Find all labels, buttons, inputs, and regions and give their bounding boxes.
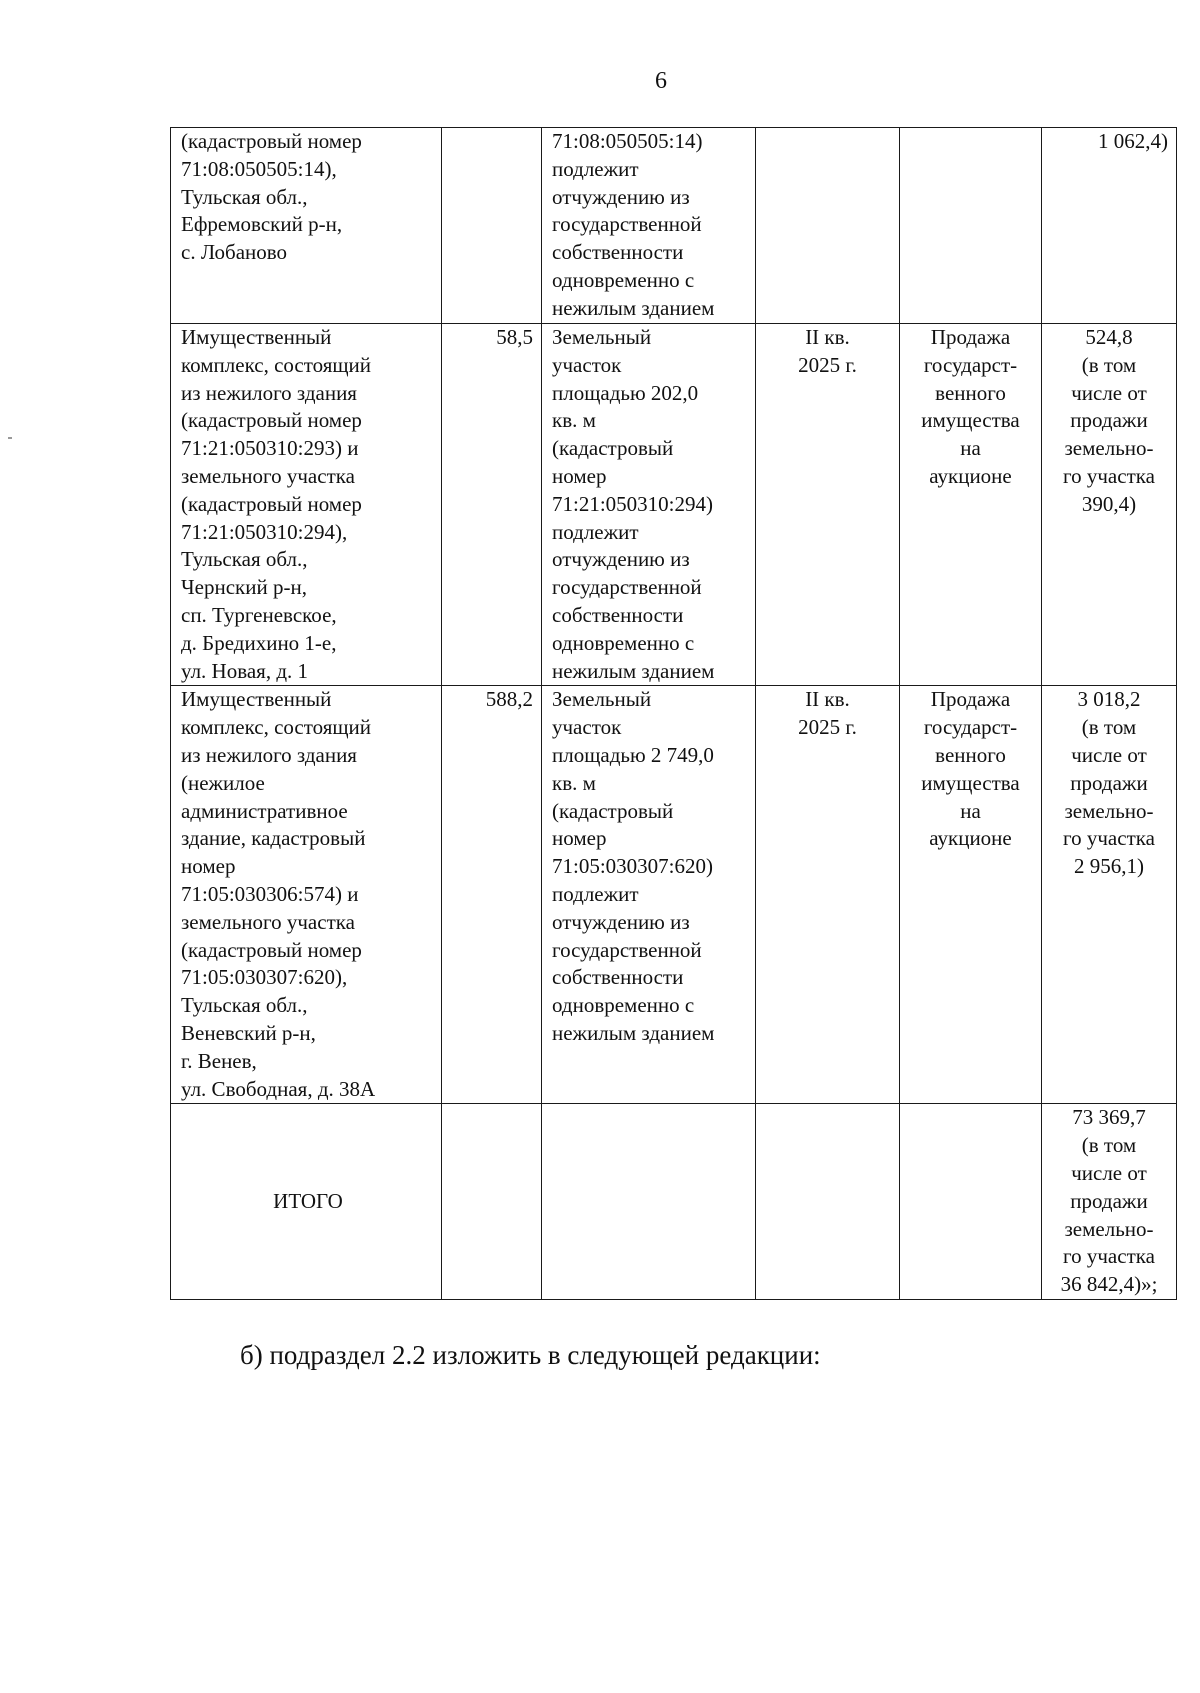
land-cell — [542, 686, 756, 1104]
cell-line: д. Бредихино 1-е, — [181, 630, 337, 655]
area-cell: 58,5 — [442, 324, 542, 686]
cell-line: одновременно с — [552, 630, 695, 655]
cell-line: земельного участка — [181, 909, 355, 934]
cell-line: государственной — [552, 575, 702, 600]
cell-line: собственности — [552, 602, 684, 627]
cell-line: (кадастровый номер — [181, 129, 362, 153]
cell-line: Ефремовский р-н, — [181, 212, 343, 237]
cell-line: участок — [552, 352, 622, 377]
cell-line: го участка — [1063, 463, 1155, 488]
cell-line: II кв. — [805, 325, 850, 349]
cell-line: 2 956,1) — [1074, 854, 1144, 879]
cell-line: подлежит — [552, 881, 639, 906]
cell-line: площадью 2 749,0 — [552, 742, 714, 767]
cell-line: Тульская обл., — [181, 184, 308, 209]
sum-cell — [1042, 128, 1177, 324]
cell-line: нежилым зданием — [552, 295, 715, 320]
cell-line: одновременно с — [552, 267, 695, 292]
cell-line: 71:21:050310:294) — [552, 491, 713, 516]
cell-line: из нежилого здания — [181, 380, 357, 405]
cell-line: государст- — [923, 715, 1018, 740]
cell-line: аукционе — [929, 826, 1012, 851]
cell-line: (кадастровый — [552, 436, 674, 461]
cell-line: государственной — [552, 937, 702, 962]
cell-line: Тульская обл., — [181, 993, 308, 1018]
cell-line: собственности — [552, 240, 684, 265]
land-cell — [542, 324, 756, 686]
cell-line: собственности — [552, 965, 684, 990]
term-cell — [756, 324, 900, 686]
cell-line: 71:05:030306:574) и — [181, 881, 359, 906]
cell-line: из нежилого здания — [181, 742, 357, 767]
sum-cell — [1042, 324, 1177, 686]
object-cell — [171, 324, 442, 686]
area-cell — [442, 1104, 542, 1300]
cell-line: 36 842,4)»; — [1060, 1272, 1158, 1297]
object-cell — [171, 686, 442, 1104]
cell-line: отчуждению из — [552, 909, 690, 934]
cell-line: комплекс, состоящий — [181, 352, 372, 377]
cell-line: (в том — [1081, 1133, 1137, 1158]
cell-line: на — [960, 798, 981, 823]
area-cell: 588,2 — [442, 686, 542, 1104]
cell-line: земельно- — [1064, 798, 1154, 823]
cell-line: (кадастровый номер — [181, 937, 362, 962]
cell-line: земельного участка — [181, 463, 355, 488]
table-row — [171, 324, 1177, 686]
term-cell — [756, 686, 900, 1104]
total-row — [171, 1104, 1177, 1300]
cell-line: Тульская обл., — [181, 547, 308, 572]
cell-line: 390,4) — [1081, 491, 1137, 516]
cell-line: 73 369,7 — [1072, 1105, 1146, 1130]
cell-line: номер — [552, 463, 607, 488]
cell-line: площадью 202,0 — [552, 380, 699, 405]
cell-line: земельно- — [1064, 1216, 1154, 1241]
cell-line: сп. Тургеневское, — [181, 602, 337, 627]
cell-line: нежилым зданием — [552, 1020, 715, 1045]
cell-line: (кадастровый номер — [181, 491, 362, 516]
cell-line: 3 018,2 — [1077, 687, 1141, 712]
cell-line: аукционе — [929, 463, 1012, 488]
cell-line: (кадастровый номер — [181, 408, 362, 433]
cell-line: 71:05:030307:620) — [552, 854, 713, 879]
cell-line: (в том — [1081, 352, 1137, 377]
cell-line: комплекс, состоящий — [181, 715, 372, 740]
cell-line: Продажа — [930, 687, 1011, 712]
cell-line: продажи — [1070, 408, 1148, 433]
cell-line: имущества — [921, 770, 1020, 795]
term-cell — [756, 128, 900, 324]
cell-line: 1 062,4) — [1098, 129, 1168, 153]
cell-line: ул. Свободная, д. 38А — [181, 1076, 376, 1101]
cell-line: с. Лобаново — [181, 240, 288, 265]
cell-line: имущества — [921, 408, 1020, 433]
cell-line: 524,8 — [1085, 325, 1133, 349]
cell-line: го участка — [1063, 826, 1155, 851]
cell-line: (кадастровый — [552, 798, 674, 823]
cell-line: Веневский р-н, — [181, 1020, 316, 1045]
cell-line: венного — [935, 742, 1006, 767]
cell-line: кв. м — [552, 770, 596, 795]
cell-line: (в том — [1081, 715, 1137, 740]
cell-line: на — [960, 436, 981, 461]
cell-line: государственной — [552, 212, 702, 237]
object-cell — [171, 128, 442, 324]
cell-line: Имущественный — [181, 687, 332, 712]
cell-line: Продажа — [930, 325, 1011, 349]
cell-line: числе от — [1071, 380, 1147, 405]
term-cell — [756, 1104, 900, 1300]
cell-line: участок — [552, 715, 622, 740]
cell-line: земельно- — [1064, 436, 1154, 461]
method-cell — [900, 1104, 1042, 1300]
cell-line: ул. Новая, д. 1 — [181, 658, 309, 683]
page-number: 6 — [655, 68, 667, 94]
cell-line: 71:21:050310:294), — [181, 519, 348, 544]
cell-line: Земельный — [552, 325, 652, 349]
sum-cell — [1042, 686, 1177, 1104]
cell-line: подлежит — [552, 156, 639, 181]
land-cell — [542, 128, 756, 324]
cell-line: продажи — [1070, 1188, 1148, 1213]
cell-line: Имущественный — [181, 325, 332, 349]
cell-line: г. Венев, — [181, 1048, 257, 1073]
method-cell — [900, 686, 1042, 1104]
cell-line: II кв. — [805, 687, 850, 712]
area-cell — [442, 128, 542, 324]
footer-text: б) подраздел 2.2 изложить в следующей редакции: — [240, 1340, 821, 1370]
cell-line: 71:05:030307:620), — [181, 965, 348, 990]
cell-line: отчуждению из — [552, 184, 690, 209]
cell-line: здание, кадастровый — [181, 826, 366, 851]
cell-line: Чернский р-н, — [181, 575, 307, 600]
cell-line: продажи — [1070, 770, 1148, 795]
cell-line: Земельный — [552, 687, 652, 712]
cell-line: отчуждению из — [552, 547, 690, 572]
cell-line: 71:08:050505:14) — [552, 129, 703, 153]
cell-line: нежилым зданием — [552, 658, 715, 683]
cell-line: числе от — [1071, 742, 1147, 767]
cell-line: кв. м — [552, 408, 596, 433]
method-cell — [900, 324, 1042, 686]
cell-line: го участка — [1063, 1244, 1155, 1269]
margin-mark — [8, 437, 12, 439]
cell-line: государст- — [923, 352, 1018, 377]
total-sum-cell — [1042, 1104, 1177, 1300]
cell-line: 2025 г. — [798, 352, 857, 377]
cell-line: 71:21:050310:293) и — [181, 436, 359, 461]
cell-line: венного — [935, 380, 1006, 405]
cell-line: одновременно с — [552, 993, 695, 1018]
table-row — [171, 128, 1177, 324]
cell-line: номер — [181, 854, 236, 879]
cell-line: номер — [552, 826, 607, 851]
table-row — [171, 686, 1177, 1104]
property-table — [170, 127, 1177, 1300]
cell-line: числе от — [1071, 1160, 1147, 1185]
method-cell — [900, 128, 1042, 324]
cell-line: (нежилое — [181, 770, 265, 795]
total-label: ИТОГО — [171, 1104, 442, 1300]
cell-line: 71:08:050505:14), — [181, 156, 337, 181]
cell-line: административное — [181, 798, 348, 823]
cell-line: подлежит — [552, 519, 639, 544]
cell-line: 2025 г. — [798, 715, 857, 740]
land-cell — [542, 1104, 756, 1300]
